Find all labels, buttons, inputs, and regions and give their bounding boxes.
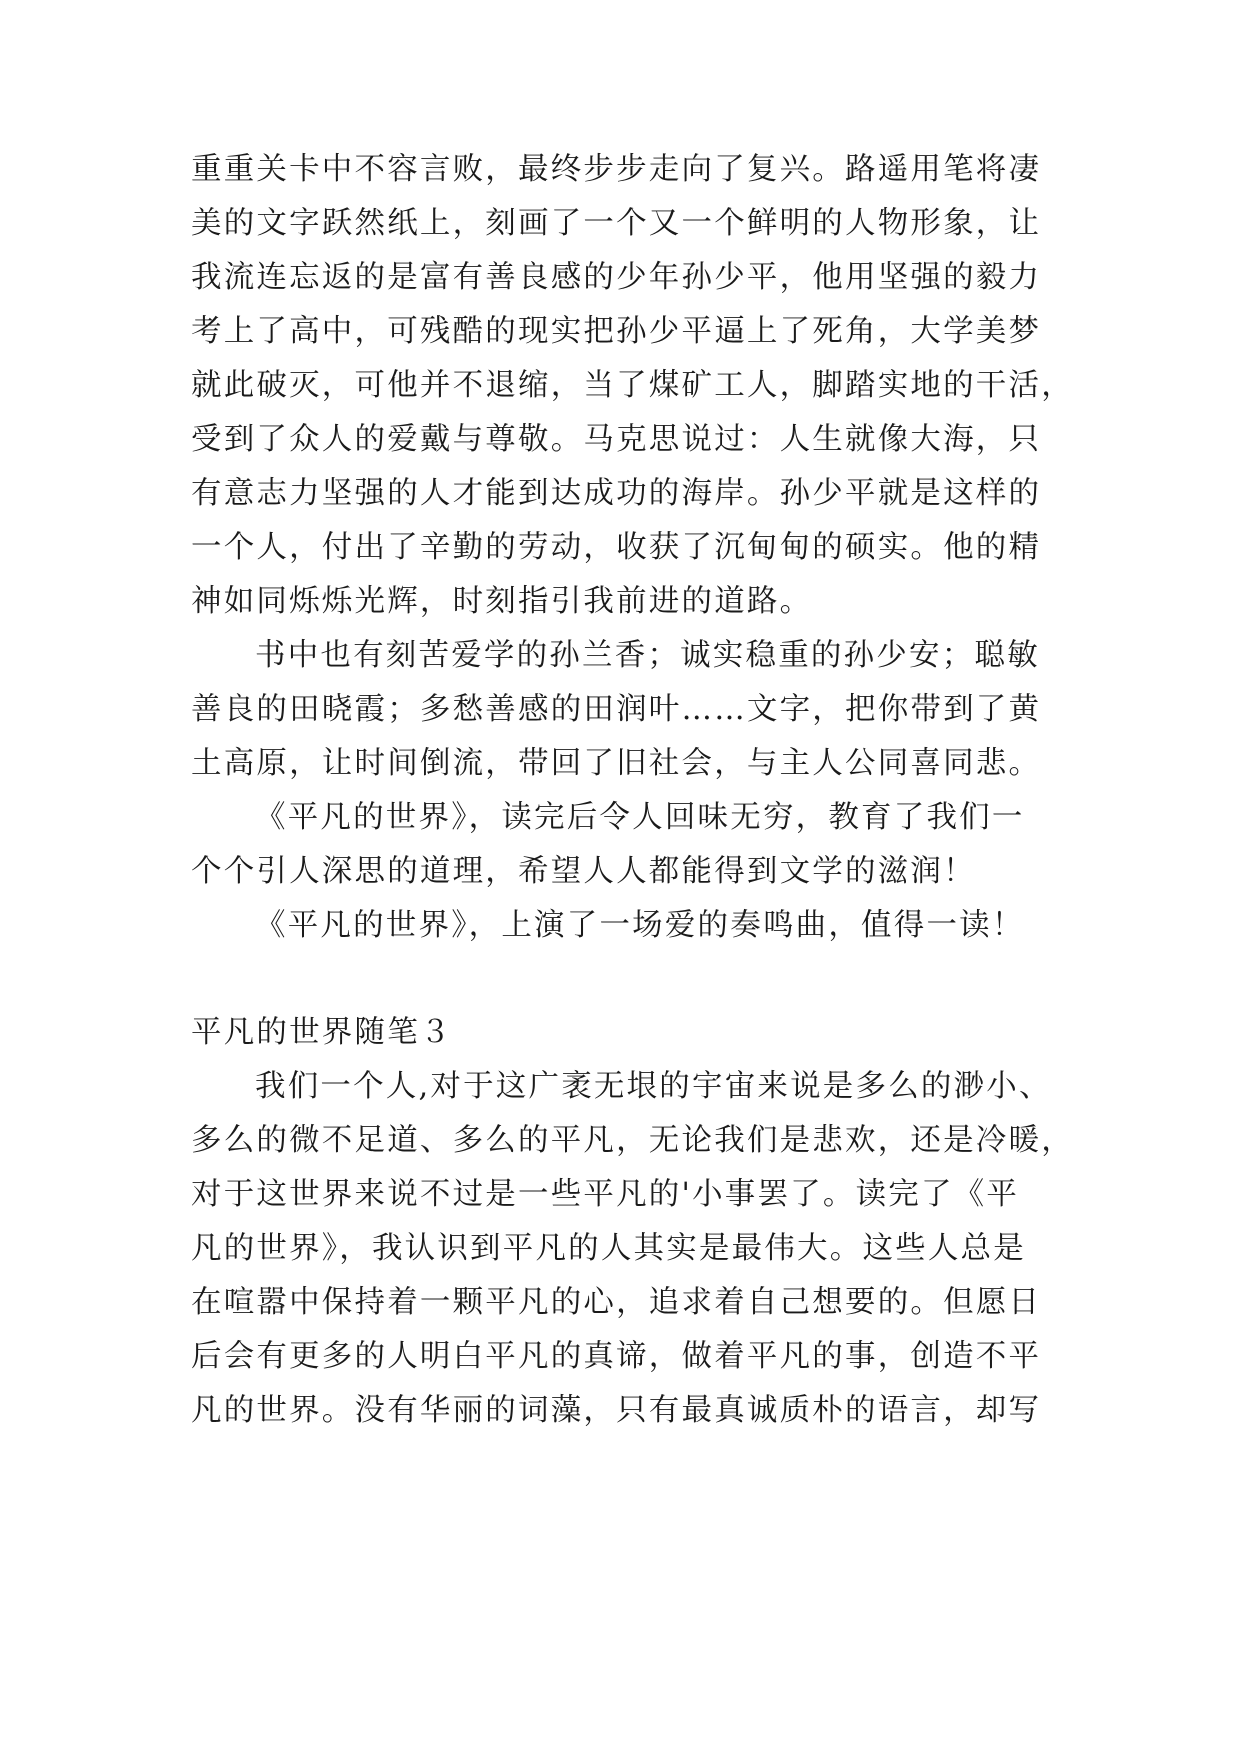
paragraph-line: 个个引人深思的道理，希望人人都能得到文学的滋润！ bbox=[191, 854, 976, 889]
paragraph-line: 有意志力坚强的人才能到达成功的海岸。孙少平就是这样的 bbox=[191, 476, 1042, 511]
paragraph-line: 重重关卡中不容言败，最终步步走向了复兴。路遥用笔将凄 bbox=[191, 152, 1042, 187]
paragraph-line: 《平凡的世界》，读完后令人回味无穷，教育了我们一 bbox=[255, 800, 1025, 835]
paragraph-line: 凡的世界》，我认识到平凡的人其实是最伟大。这些人总是 bbox=[191, 1231, 1026, 1266]
paragraph-line: 我流连忘返的是富有善良感的少年孙少平，他用坚强的毅力 bbox=[191, 260, 1042, 295]
paragraph-line: 土高原，让时间倒流，带回了旧社会，与主人公同喜同悲。 bbox=[191, 746, 1042, 781]
paragraph-line: 我们一个人,对于这广袤无垠的宇宙来说是多么的渺小、 bbox=[255, 1069, 1052, 1104]
paragraph-line: 凡的世界。没有华丽的词藻，只有最真诚质朴的语言，却写 bbox=[191, 1393, 1042, 1428]
paragraph-line: 就此破灭，可他并不退缩，当了煤矿工人，脚踏实地的干活， bbox=[191, 368, 1074, 403]
paragraph-line: 美的文字跃然纸上，刻画了一个又一个鲜明的人物形象，让 bbox=[191, 206, 1042, 241]
paragraph-line: 受到了众人的爱戴与尊敬。马克思说过：人生就像大海，只 bbox=[191, 422, 1042, 457]
paragraph-line: 善良的田晓霞；多愁善感的田润叶……文字，把你带到了黄 bbox=[191, 692, 1042, 727]
paragraph-line: 书中也有刻苦爱学的孙兰香；诚实稳重的孙少安；聪敏 bbox=[255, 638, 1040, 673]
paragraph-line: 一个人，付出了辛勤的劳动，收获了沉甸甸的硕实。他的精 bbox=[191, 530, 1042, 565]
paragraph-line: 神如同烁烁光辉，时刻指引我前进的道路。 bbox=[191, 584, 813, 619]
paragraph-line: 多么的微不足道、多么的平凡，无论我们是悲欢，还是冷暖， bbox=[191, 1123, 1074, 1158]
paragraph-line: 后会有更多的人明白平凡的真谛，做着平凡的事，创造不平 bbox=[191, 1339, 1042, 1374]
paragraph-line: 在喧嚣中保持着一颗平凡的心，追求着自己想要的。但愿日 bbox=[191, 1285, 1042, 1320]
paragraph-line: 对于这世界来说不过是一些平凡的'小事罢了。读完了《平 bbox=[191, 1177, 1020, 1212]
section-heading: 平凡的世界随笔３ bbox=[191, 1015, 453, 1050]
paragraph-line: 《平凡的世界》，上演了一场爱的奏鸣曲，值得一读！ bbox=[255, 908, 1025, 943]
paragraph-line: 考上了高中，可残酷的现实把孙少平逼上了死角，大学美梦 bbox=[191, 314, 1042, 349]
